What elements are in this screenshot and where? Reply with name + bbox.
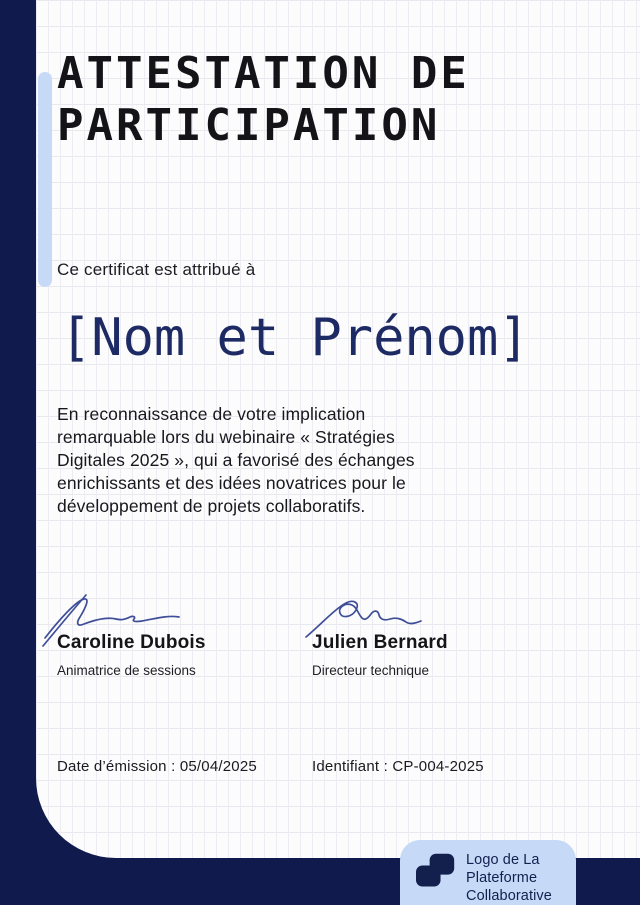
logo-text-line: Logo de La xyxy=(466,852,540,868)
signature-julien-bernard-icon xyxy=(302,596,424,642)
certificate-title: ATTESTATION DE PARTICIPATION xyxy=(57,48,470,151)
signature-caroline-dubois-icon xyxy=(41,590,189,648)
signatory-role: Directeur technique xyxy=(312,663,430,678)
identifier xyxy=(312,758,484,775)
recipient-name-placeholder: [Nom et Prénom] xyxy=(60,308,530,368)
logo-badge xyxy=(400,840,576,905)
signatory-name: Caroline Dubois xyxy=(57,632,206,653)
intro-text: Ce certificat est attribué à xyxy=(57,260,256,279)
signatory-name: Julien Bernard xyxy=(312,632,448,653)
identifier-value: CP-004-2025 xyxy=(392,758,484,775)
identifier-label: Identifiant : xyxy=(312,758,388,775)
issue-date-value: 05/04/2025 xyxy=(179,758,257,775)
signatory-block-1 xyxy=(57,560,297,678)
logo-text xyxy=(466,851,552,905)
issue-date xyxy=(57,758,257,775)
accent-bar xyxy=(38,72,52,287)
signatory-role: Animatrice de sessions xyxy=(57,663,196,678)
issue-date-label: Date d’émission : xyxy=(57,758,176,775)
signatory-block-2 xyxy=(312,560,552,678)
logo-text-line: Plateforme xyxy=(466,870,538,886)
recognition-paragraph: En reconnaissance de votre implication remarquable lors du webinaire « Stratégies Digitales 2025 », qui a favorisé des échanges enrichissants et des idées novatrices pour le développement de projets collaboratifs. xyxy=(57,404,415,516)
collaborative-platform-logo-icon xyxy=(416,853,456,889)
logo-text-line: Collaborative xyxy=(466,888,552,904)
